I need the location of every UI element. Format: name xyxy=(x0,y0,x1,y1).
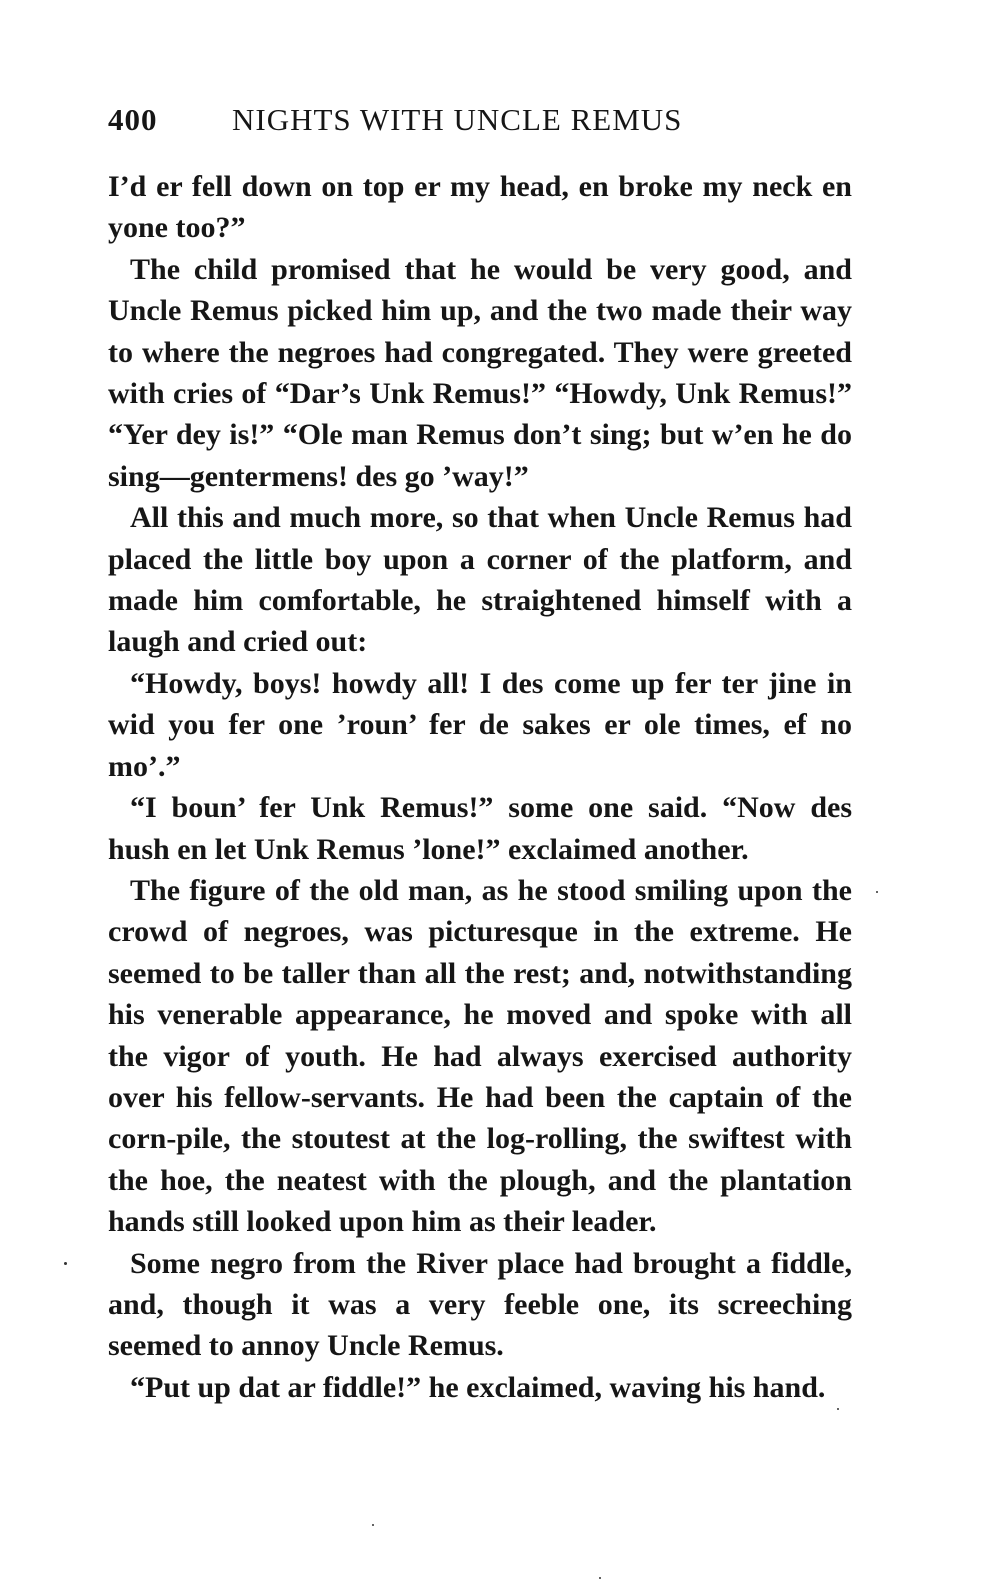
page-number: 400 xyxy=(108,102,158,137)
paper-speck xyxy=(64,1262,67,1265)
paragraph: The figure of the old man, as he stood smiling upon the crowd of negroes, was picturesque in the extreme. He seemed to be taller than all the rest; and, notwithstanding his venerable appearance, he moved and spoke with all the vigor of youth. He had always exercised authority over his fellow-servants. He had been the captain of the corn-pile, the stoutest at the log-rolling, the swiftest with the hoe, the neatest with the plough, and the plantation hands still looked upon him as their leader. xyxy=(108,873,852,1239)
paragraph: “Howdy, boys! howdy all! I des come up fer ter jine in wid you fer one ’roun’ fer de sakes er ole times, ef no mo’.” xyxy=(108,666,852,783)
paragraph: All this and much more, so that when Uncle Remus had placed the little boy upon a corner of the platform, and made him comfortable, he straightened himself with a laugh and cried out: xyxy=(108,501,852,659)
paper-speck xyxy=(599,1577,601,1579)
running-title: NIGHTS WITH UNCLE REMUS xyxy=(232,102,683,137)
paper-speck xyxy=(372,1524,374,1526)
paragraph-continuation: I’d er fell down on top er my head, en broke my neck en yone too?” xyxy=(108,170,852,245)
paragraph: “Put up dat ar fiddle!” he exclaimed, waving his hand. xyxy=(130,1370,826,1404)
paragraph: The child promised that he would be very good, and Uncle Remus picked him up, and the two made their way to where the negroes had congregated. They were greeted with cries of “Dar’s Unk Remus!” “Howdy, Unk Remus!” “Yer dey is!” “Ole man Remus don’t sing; but w’en he do sing—gentermens! des go ’way!” xyxy=(108,252,852,493)
running-head xyxy=(108,102,853,148)
paper-speck xyxy=(876,891,878,893)
paragraph: Some negro from the River place had brought a fiddle, and, though it was a very feeble one, its screeching seemed to annoy Uncle Remus. xyxy=(108,1246,852,1363)
paper-speck xyxy=(837,1408,839,1410)
paragraph: “I boun’ fer Unk Remus!” some one said. “Now des hush en let Unk Remus ’lone!” exclaimed another. xyxy=(108,791,852,866)
body-text xyxy=(108,166,852,1408)
